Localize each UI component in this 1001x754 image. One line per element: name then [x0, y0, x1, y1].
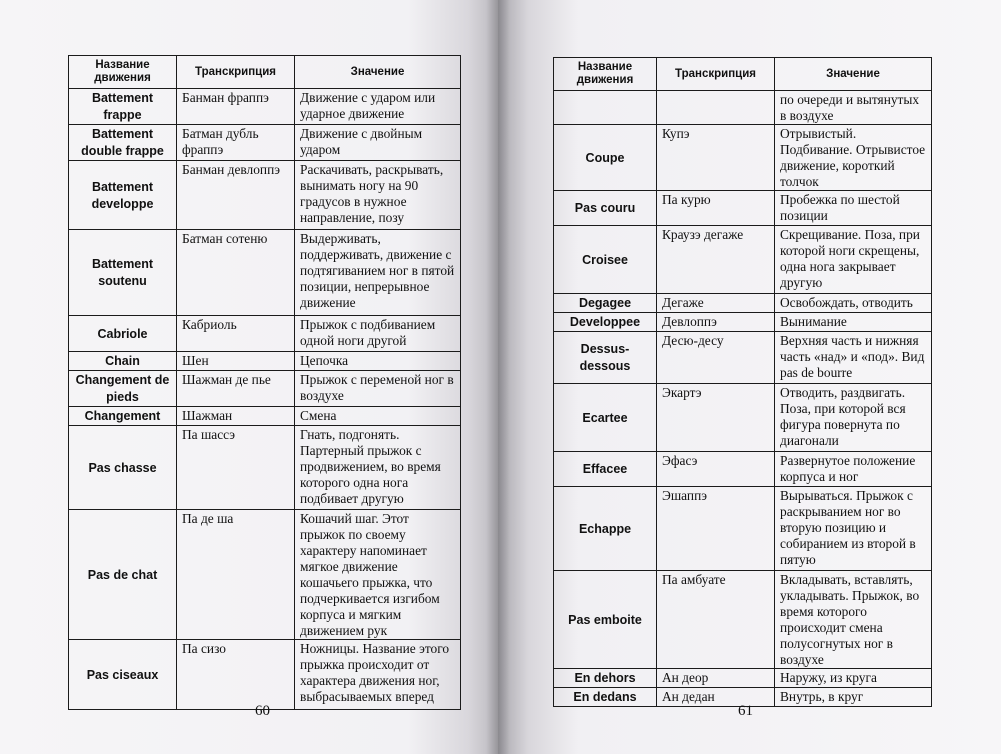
transcription-cell: Па курю — [657, 191, 775, 226]
transcription-cell: Шажман — [177, 407, 295, 426]
term-cell: Battement frappe — [69, 89, 177, 125]
meaning-cell: Движение с двойным ударом — [295, 125, 461, 161]
meaning-cell: Вкладывать, вставлять, укладывать. Прыжок, во время которого происходит смена полусогнутых ног в воздухе — [775, 571, 932, 669]
transcription-cell: Краузэ дегаже — [657, 226, 775, 294]
table-row — [554, 384, 932, 452]
table-row — [554, 487, 932, 571]
header-meaning: Значение — [295, 56, 461, 89]
transcription-cell: Девлоппэ — [657, 313, 775, 332]
meaning-cell: Внутрь, в круг — [775, 688, 932, 707]
term-cell: Battement double frappe — [69, 125, 177, 161]
term-cell — [554, 91, 657, 125]
term-cell: Pas ciseaux — [69, 640, 177, 710]
meaning-cell: Скрещивание. Поза, при которой ноги скрещены, одна нога закрывает другую — [775, 226, 932, 294]
table-row — [554, 313, 932, 332]
meaning-cell: Раскачивать, раскрывать, вынимать ногу на 90 градусов в нужное направление, позу — [295, 161, 461, 230]
term-cell: Degagee — [554, 294, 657, 313]
table-row — [69, 352, 461, 371]
term-cell: En dehors — [554, 669, 657, 688]
transcription-cell: Купэ — [657, 125, 775, 191]
book-spine-shadow — [486, 0, 510, 754]
transcription-cell: Банман девлоппэ — [177, 161, 295, 230]
table-row — [69, 161, 461, 230]
term-cell: Changement de pieds — [69, 371, 177, 407]
transcription-cell: Дегаже — [657, 294, 775, 313]
term-cell: Pas couru — [554, 191, 657, 226]
meaning-cell: Ножницы. Название этого прыжка происходит от характера движения ног, выбрасываемых вперед — [295, 640, 461, 710]
table-row — [554, 191, 932, 226]
transcription-cell: Ан деор — [657, 669, 775, 688]
header-transcription: Транскрипция — [657, 58, 775, 91]
transcription-cell: Ан дедан — [657, 688, 775, 707]
table-header-row — [69, 56, 461, 89]
transcription-cell: Батман дубль фраппэ — [177, 125, 295, 161]
transcription-cell: Банман фраппэ — [177, 89, 295, 125]
table-row — [69, 316, 461, 352]
meaning-cell: Верхняя часть и нижняя часть «над» и «под». Вид pas de bourre — [775, 332, 932, 384]
meaning-cell: Освобождать, отводить — [775, 294, 932, 313]
meaning-cell: Смена — [295, 407, 461, 426]
meaning-cell: Гнать, подгонять. Партерный прыжок с продвижением, во время которого одна нога подбивает другую — [295, 426, 461, 510]
table-row — [554, 571, 932, 669]
header-name: Название движения — [69, 56, 177, 89]
table-row — [554, 125, 932, 191]
term-cell: En dedans — [554, 688, 657, 707]
transcription-cell: Па де ша — [177, 510, 295, 640]
meaning-cell: Вырываться. Прыжок с раскрыванием ног во вторую позицию и собиранием из второй в пятую — [775, 487, 932, 571]
table-row — [69, 89, 461, 125]
table-row — [554, 452, 932, 487]
right-term-table — [553, 57, 932, 707]
term-cell: Echappe — [554, 487, 657, 571]
table-row — [69, 407, 461, 426]
term-cell: Battement developpe — [69, 161, 177, 230]
transcription-cell: Па сизо — [177, 640, 295, 710]
transcription-cell — [657, 91, 775, 125]
meaning-cell: Развернутое положение корпуса и ног — [775, 452, 932, 487]
table-row — [69, 230, 461, 316]
left-term-table — [68, 55, 461, 710]
meaning-cell: Пробежка по шестой позиции — [775, 191, 932, 226]
term-cell: Pas emboite — [554, 571, 657, 669]
transcription-cell: Экартэ — [657, 384, 775, 452]
table-row — [69, 125, 461, 161]
transcription-cell: Эфасэ — [657, 452, 775, 487]
term-cell: Pas de chat — [69, 510, 177, 640]
table-row — [554, 332, 932, 384]
term-cell: Dessus-dessous — [554, 332, 657, 384]
transcription-cell: Эшаппэ — [657, 487, 775, 571]
table-row — [69, 640, 461, 710]
meaning-cell: Отрывистый. Подбивание. Отрывистое движение, короткий толчок — [775, 125, 932, 191]
header-meaning: Значение — [775, 58, 932, 91]
table-row — [69, 371, 461, 407]
transcription-cell: Батман сотеню — [177, 230, 295, 316]
meaning-cell: Выдерживать, поддерживать, движение с подтягиванием ног в пятой позиции, непрерывное движение — [295, 230, 461, 316]
transcription-cell: Па шассэ — [177, 426, 295, 510]
term-cell: Coupe — [554, 125, 657, 191]
term-cell: Ecartee — [554, 384, 657, 452]
transcription-cell: Шажман де пье — [177, 371, 295, 407]
term-cell: Croisee — [554, 226, 657, 294]
transcription-cell: Па амбуате — [657, 571, 775, 669]
table-row — [69, 510, 461, 640]
table-row — [554, 226, 932, 294]
meaning-cell: Прыжок с подбиванием одной ноги другой — [295, 316, 461, 352]
table-row — [554, 669, 932, 688]
meaning-cell: по очереди и вытянутых в воздухе — [775, 91, 932, 125]
table-row — [554, 294, 932, 313]
term-cell: Changement — [69, 407, 177, 426]
table-row — [554, 91, 932, 125]
term-cell: Developpee — [554, 313, 657, 332]
term-cell: Cabriole — [69, 316, 177, 352]
meaning-cell: Вынимание — [775, 313, 932, 332]
transcription-cell: Кабриоль — [177, 316, 295, 352]
page-number-right: 61 — [738, 703, 753, 719]
term-cell: Effacee — [554, 452, 657, 487]
header-name: Название движения — [554, 58, 657, 91]
meaning-cell: Отводить, раздвигать. Поза, при которой вся фигура повернута по диагонали — [775, 384, 932, 452]
page-number-left: 60 — [255, 703, 270, 719]
term-cell: Chain — [69, 352, 177, 371]
term-cell: Pas chasse — [69, 426, 177, 510]
header-transcription: Транскрипция — [177, 56, 295, 89]
meaning-cell: Кошачий шаг. Этот прыжок по своему характеру напоминает мягкое движение кошачьего прыжка, что подчеркивается изгибом корпуса и мягким движением рук — [295, 510, 461, 640]
meaning-cell: Движение с ударом или ударное движение — [295, 89, 461, 125]
meaning-cell: Цепочка — [295, 352, 461, 371]
transcription-cell: Шен — [177, 352, 295, 371]
table-header-row — [554, 58, 932, 91]
term-cell: Battement soutenu — [69, 230, 177, 316]
meaning-cell: Наружу, из круга — [775, 669, 932, 688]
transcription-cell: Десю-десу — [657, 332, 775, 384]
meaning-cell: Прыжок с переменой ног в воздухе — [295, 371, 461, 407]
table-row — [69, 426, 461, 510]
